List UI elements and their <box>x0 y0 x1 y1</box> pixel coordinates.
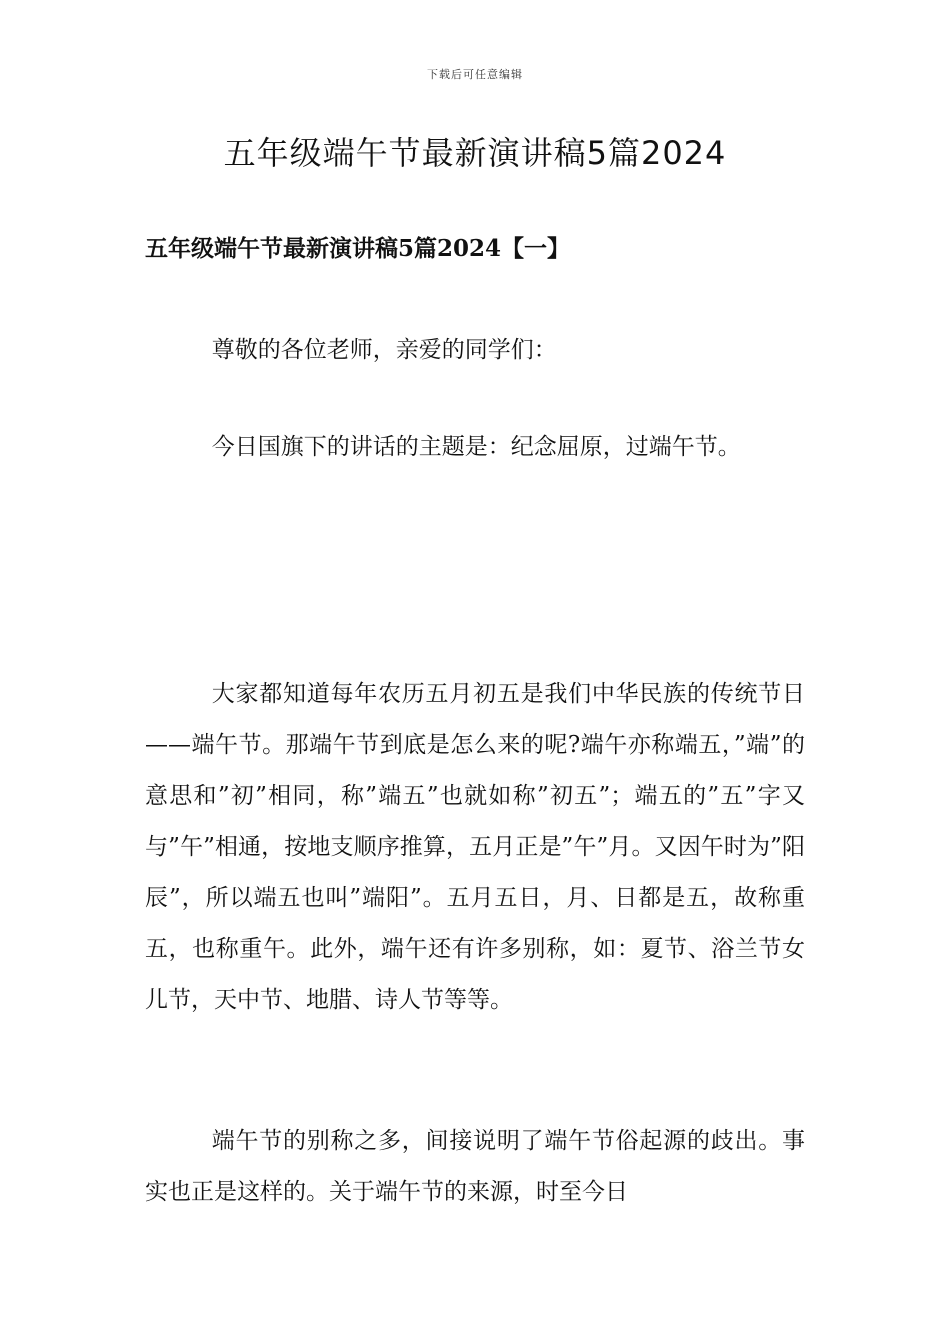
document-title: 五年级端午节最新演讲稿5篇2024 <box>223 134 727 172</box>
paragraph-origin-sources: 端午节的别称之多，间接说明了端午节俗起源的歧出。事实也正是这样的。关于端午节的来源，时至今日 <box>145 1128 805 1205</box>
paragraph-origin-names: 大家都知道每年农历五月初五是我们中华民族的传统节日——端午节。那端午节到底是怎么来的呢?端午亦称端五，”端”的意思和”初”相同，称”端五”也就如称”初五”；端五的”五”字又与”午”相通，按地支顺序推算，五月正是”午”月。又因午时为”阳辰”，所以端五也叫”端阳”。五月五日，月、日都是五，故称重五，也称重午。此外，端午还有许多别称，如：夏节、浴兰节女儿节，天中节、地腊、诗人节等等。 <box>145 681 805 1013</box>
paragraph-greeting: 尊敬的各位老师，亲爱的同学们： <box>211 337 557 363</box>
header-note: 下载后可任意编辑 <box>427 68 523 81</box>
paragraph-theme: 今日国旗下的讲话的主题是：纪念屈原，过端午节。 <box>211 434 741 460</box>
section-heading: 五年级端午节最新演讲稿5篇2024【一】 <box>145 235 571 262</box>
